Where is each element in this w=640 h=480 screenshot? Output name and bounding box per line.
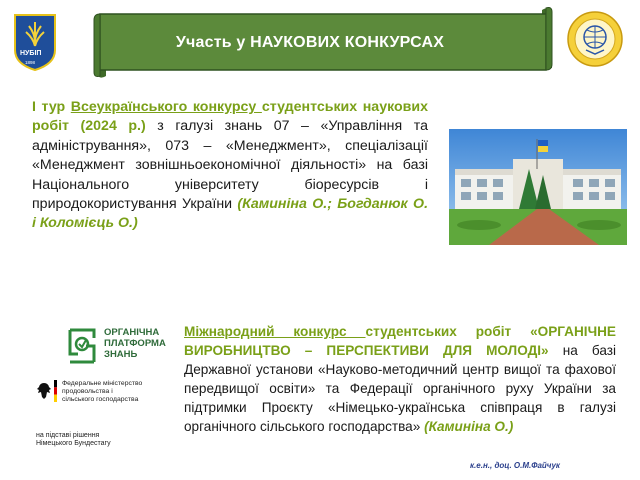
contest-2-title-link[interactable]: Міжнародний конкурс: [184, 324, 366, 339]
ministry-line-3: сільського господарства: [62, 396, 139, 404]
contest-1-title-link[interactable]: Всеукраїнського конкурсу: [70, 99, 262, 115]
conference-logo-icon: [566, 10, 624, 68]
contest-1-stage: І тур: [32, 99, 71, 115]
ministry-line-1: Федеральне міністерство: [62, 380, 143, 387]
german-flag-bar-icon: [54, 380, 57, 402]
contest-2-description: [184, 322, 616, 436]
nubip-logo-label: НУБІП: [20, 50, 42, 57]
basis-line-1: на підставі рішення: [36, 432, 100, 439]
german-eagle-icon: [36, 381, 52, 401]
contest-1-description: [32, 98, 428, 234]
contest-1-title: студентських наукових робіт (2024 р.): [32, 99, 428, 135]
contest-2-title: студентських робіт «ОРГАНІЧНЕ ВИРОБНИЦТВО – ПЕРСПЕКТИВИ ДЛЯ МОЛОДІ»: [184, 324, 617, 358]
bundestag-basis-text: [36, 432, 156, 449]
contest-1-participants: (Каминіна О.; Богданюк О. і Коломієць О.): [32, 196, 429, 232]
organic-platform-text: [104, 327, 166, 360]
page-title: Участь у НАУКОВИХ КОНКУРСАХ: [175, 34, 445, 51]
university-building-photo: [449, 129, 627, 245]
ministry-line-2: продовольства і: [62, 388, 113, 396]
organic-platform-line-2: ПЛАТФОРМА: [104, 338, 166, 349]
contest-2-participants: (Каминіна О.): [424, 419, 514, 434]
organic-platform-line-1: ОРГАНІЧНА: [104, 327, 160, 338]
nubip-logo-year: 1898: [25, 60, 36, 65]
contest-2-details: на базі Державної установи «Науково-методичний центр вищої та фахової передвищої освіти» та Федерації органічного руху України за підтримки Проєкту «Німецько-українська співпраця в галузі органічного сільського господарства»: [184, 343, 616, 434]
german-ministry-name: [62, 380, 162, 405]
basis-line-2: Німецького Бундестагу: [36, 440, 111, 448]
contest-1-details: з галузі знань 07 – «Управління та адміністрування», 073 – «Менеджмент», спеціалізації «Менеджмент зовнішньоекономічної діяльності» на базі Національного університету біоресурсів і природокористування України: [32, 118, 428, 213]
organic-platform-line-3: ЗНАНЬ: [104, 349, 138, 360]
author-signature: к.е.н., доц. О.М.Файчук: [470, 461, 560, 470]
